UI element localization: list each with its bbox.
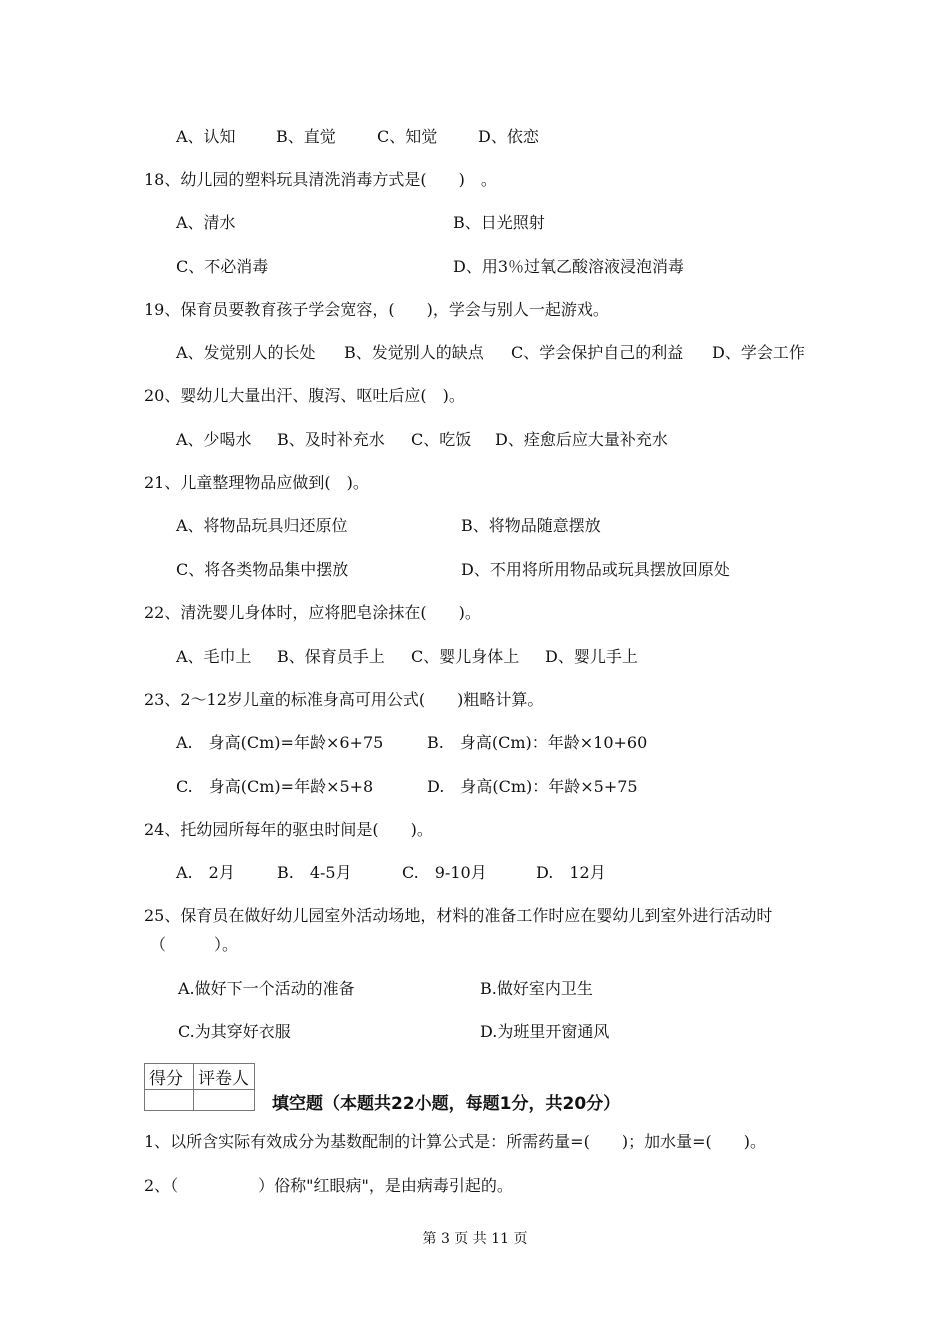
q25-stem-line2: （ ）。	[150, 935, 239, 954]
grader-header: 评卷人	[194, 1064, 255, 1090]
q22-option-a: A、毛巾上	[176, 647, 252, 666]
q24-option-d: D. 12月	[536, 863, 606, 882]
q25-option-d: D.为班里开窗通风	[480, 1022, 610, 1041]
q18-stem: 18、幼儿园的塑料玩具清洗消毒方式是( ) 。	[144, 170, 497, 189]
q19-option-a: A、发觉别人的长处	[176, 343, 316, 362]
score-table	[144, 1063, 255, 1111]
q21-option-a: A、将物品玩具归还原位	[176, 516, 348, 535]
grader-cell[interactable]	[194, 1090, 255, 1111]
fill-question-2: 2、（ ）俗称"红眼病"，是由病毒引起的。	[144, 1176, 513, 1195]
q17-option-c: C、知觉	[377, 127, 438, 146]
q22-stem: 22、清洗婴儿身体时，应将肥皂涂抹在( )。	[144, 603, 481, 622]
q23-option-a: A. 身高(Cm)=年龄×6+75	[176, 733, 384, 752]
q19-option-d: D、学会工作	[712, 343, 805, 362]
q22-option-b: B、保育员手上	[277, 647, 385, 666]
q17-option-b: B、直觉	[276, 127, 336, 146]
section-title: 填空题（本题共22小题，每题1分，共20分）	[272, 1094, 621, 1114]
q25-option-c: C.为其穿好衣服	[178, 1022, 291, 1041]
q17-option-a: A、认知	[176, 127, 236, 146]
q22-option-c: C、婴儿身体上	[411, 647, 520, 666]
q18-option-c: C、不必消毒	[176, 257, 269, 276]
q19-option-b: B、发觉别人的缺点	[344, 343, 484, 362]
q23-option-d: D. 身高(Cm)：年龄×5+75	[427, 777, 638, 796]
q17-option-d: D、依恋	[478, 127, 539, 146]
q18-option-d: D、用3％过氧乙酸溶液浸泡消毒	[453, 257, 685, 276]
q20-option-a: A、少喝水	[176, 430, 252, 449]
q20-option-c: C、吃饭	[411, 430, 472, 449]
q21-option-c: C、将各类物品集中摆放	[176, 560, 349, 579]
q18-option-a: A、清水	[176, 213, 236, 232]
q23-stem: 23、2～12岁儿童的标准身高可用公式( )粗略计算。	[144, 690, 544, 709]
q19-stem: 19、保育员要教育孩子学会宽容，( )，学会与别人一起游戏。	[144, 300, 609, 319]
q18-option-b: B、日光照射	[453, 213, 545, 232]
fill-question-1: 1、以所含实际有效成分为基数配制的计算公式是：所需药量=( )；加水量=( )。	[144, 1132, 766, 1151]
q21-stem: 21、儿童整理物品应做到( )。	[144, 473, 369, 492]
q24-option-b: B. 4-5月	[277, 863, 352, 882]
q20-stem: 20、婴幼儿大量出汗、腹泻、呕吐后应( )。	[144, 386, 465, 405]
q22-option-d: D、婴儿手上	[545, 647, 638, 666]
q21-option-d: D、不用将所用物品或玩具摆放回原处	[461, 560, 730, 579]
score-header: 得分	[145, 1064, 194, 1090]
q23-option-c: C. 身高(Cm)=年龄×5+8	[176, 777, 374, 796]
q24-option-a: A. 2月	[176, 863, 235, 882]
q23-option-b: B. 身高(Cm)：年龄×10+60	[427, 733, 648, 752]
page-footer: 第 3 页 共 11 页	[422, 1231, 528, 1247]
q25-option-a: A.做好下一个活动的准备	[178, 979, 355, 998]
q20-option-b: B、及时补充水	[277, 430, 385, 449]
q24-stem: 24、托幼园所每年的驱虫时间是( )。	[144, 820, 433, 839]
q25-option-b: B.做好室内卫生	[480, 979, 593, 998]
q24-option-c: C. 9-10月	[402, 863, 487, 882]
q21-option-b: B、将物品随意摆放	[461, 516, 601, 535]
q19-option-c: C、学会保护自己的利益	[511, 343, 684, 362]
q20-option-d: D、痊愈后应大量补充水	[495, 430, 668, 449]
score-cell[interactable]	[145, 1090, 194, 1111]
q25-stem-line1: 25、保育员在做好幼儿园室外活动场地，材料的准备工作时应在婴幼儿到室外进行活动时	[144, 906, 773, 925]
